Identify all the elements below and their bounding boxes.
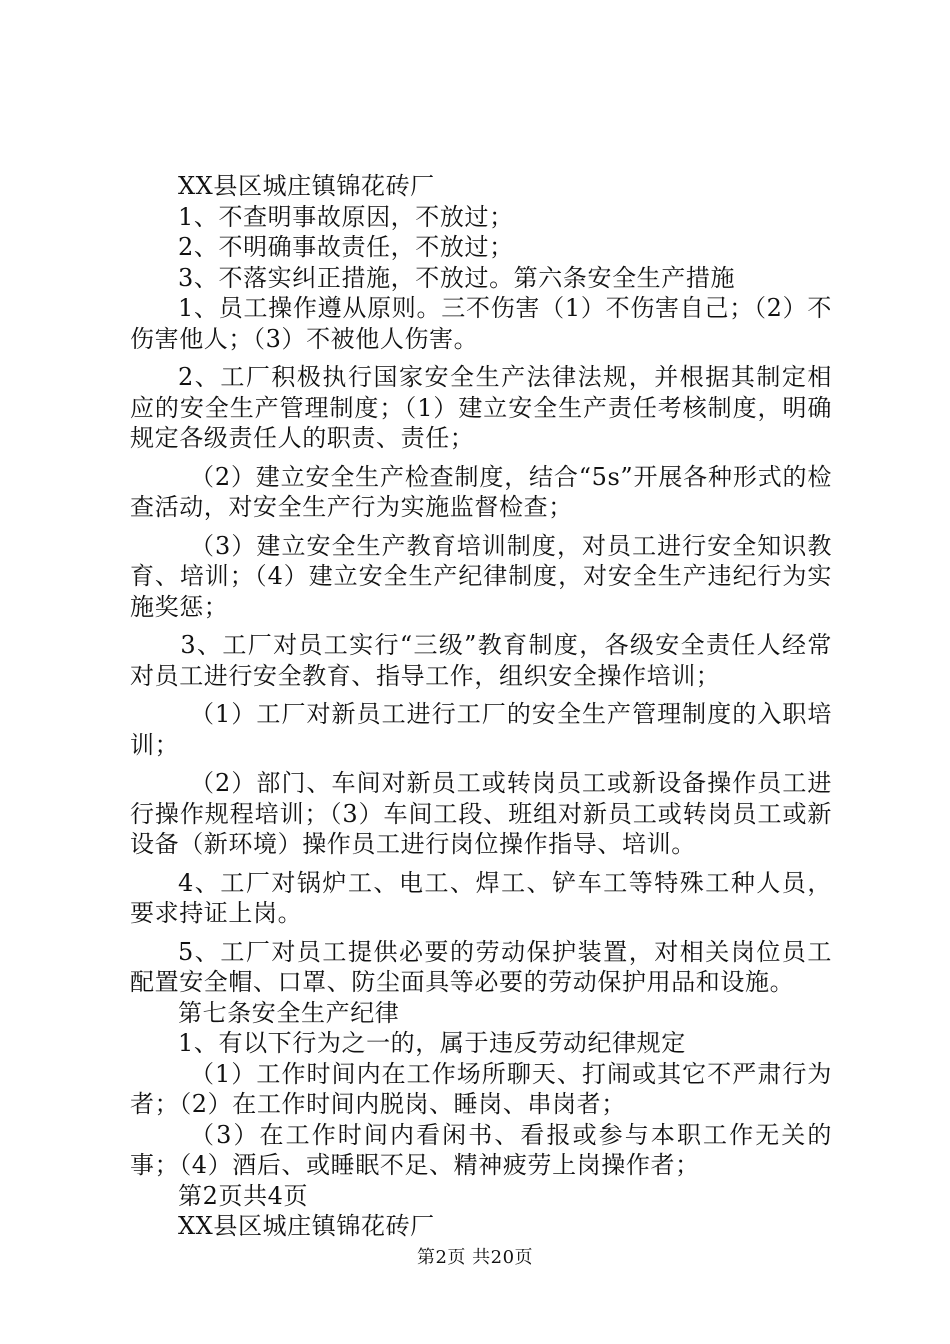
document-body — [130, 171, 832, 1242]
paragraph-item: 4、工厂对锅炉工、电工、焊工、铲车工等特殊工种人员，要求持证上岗。 — [130, 868, 832, 927]
paragraph-item: 3、不落实纠正措施，不放过。第六条安全生产措施 — [178, 263, 736, 292]
paragraph-subitem: （2）部门、车间对新员工或转岗员工或新设备操作员工进行操作规程培训；（3）车间工段、班组对新员工或转岗员工或新设备（新环境）操作员工进行岗位操作指导、培训。 — [130, 769, 832, 858]
paragraph-subitem: （2）建立安全生产检查制度，结合“5s”开展各种形式的检查活动，对安全生产行为实施监督检查； — [130, 462, 832, 521]
paragraph-subitem: （1）工作时间内在工作场所聊天、打闹或其它不严肃行为者；（2）在工作时间内脱岗、睡岗、串岗者； — [130, 1059, 832, 1118]
paragraph-subitem: （1）工厂对新员工进行工厂的安全生产管理制度的入职培训； — [130, 700, 832, 759]
paragraph-header: XX县区城庄镇锦花砖厂 — [178, 1212, 435, 1240]
paragraph-item: 1、有以下行为之一的，属于违反劳动纪律规定 — [178, 1029, 686, 1057]
paragraph-item: 2、不明确事故责任，不放过； — [178, 233, 514, 261]
paragraph-header: XX县区城庄镇锦花砖厂 — [178, 172, 435, 200]
paragraph-subitem: （3）在工作时间内看闲书、看报或参与本职工作无关的事；（4）酒后、或睡眠不足、精神疲劳上岗操作者； — [130, 1120, 832, 1179]
section-heading: 第七条安全生产纪律 — [178, 998, 400, 1027]
paragraph-item: 1、不查明事故原因，不放过； — [178, 202, 514, 231]
inner-page-number: 第2页共4页 — [178, 1181, 309, 1210]
paragraph-item: 2、工厂积极执行国家安全生产法律法规，并根据其制定相应的安全生产管理制度；（1）建立安全生产责任考核制度，明确规定各级责任人的职责、责任； — [130, 363, 832, 452]
paragraph-item: 5、工厂对员工提供必要的劳动保护装置，对相关岗位员工配置安全帽、口罩、防尘面具等必要的劳动保护用品和设施。 — [130, 937, 832, 996]
paragraph-subitem: （3）建立安全生产教育培训制度，对员工进行安全知识教育、培训；（4）建立安全生产纪律制度，对安全生产违纪行为实施奖惩； — [130, 531, 832, 621]
paragraph-item: 3、工厂对员工实行“三级”教育制度，各级安全责任人经常对员工进行安全教育、指导工作，组织安全操作培训； — [130, 631, 832, 690]
page-footer: 第2页 共20页 — [416, 1247, 534, 1268]
paragraph-item: 1、员工操作遵从原则。三不伤害（1）不伤害自己；（2）不伤害他人；（3）不被他人伤害。 — [130, 294, 832, 353]
